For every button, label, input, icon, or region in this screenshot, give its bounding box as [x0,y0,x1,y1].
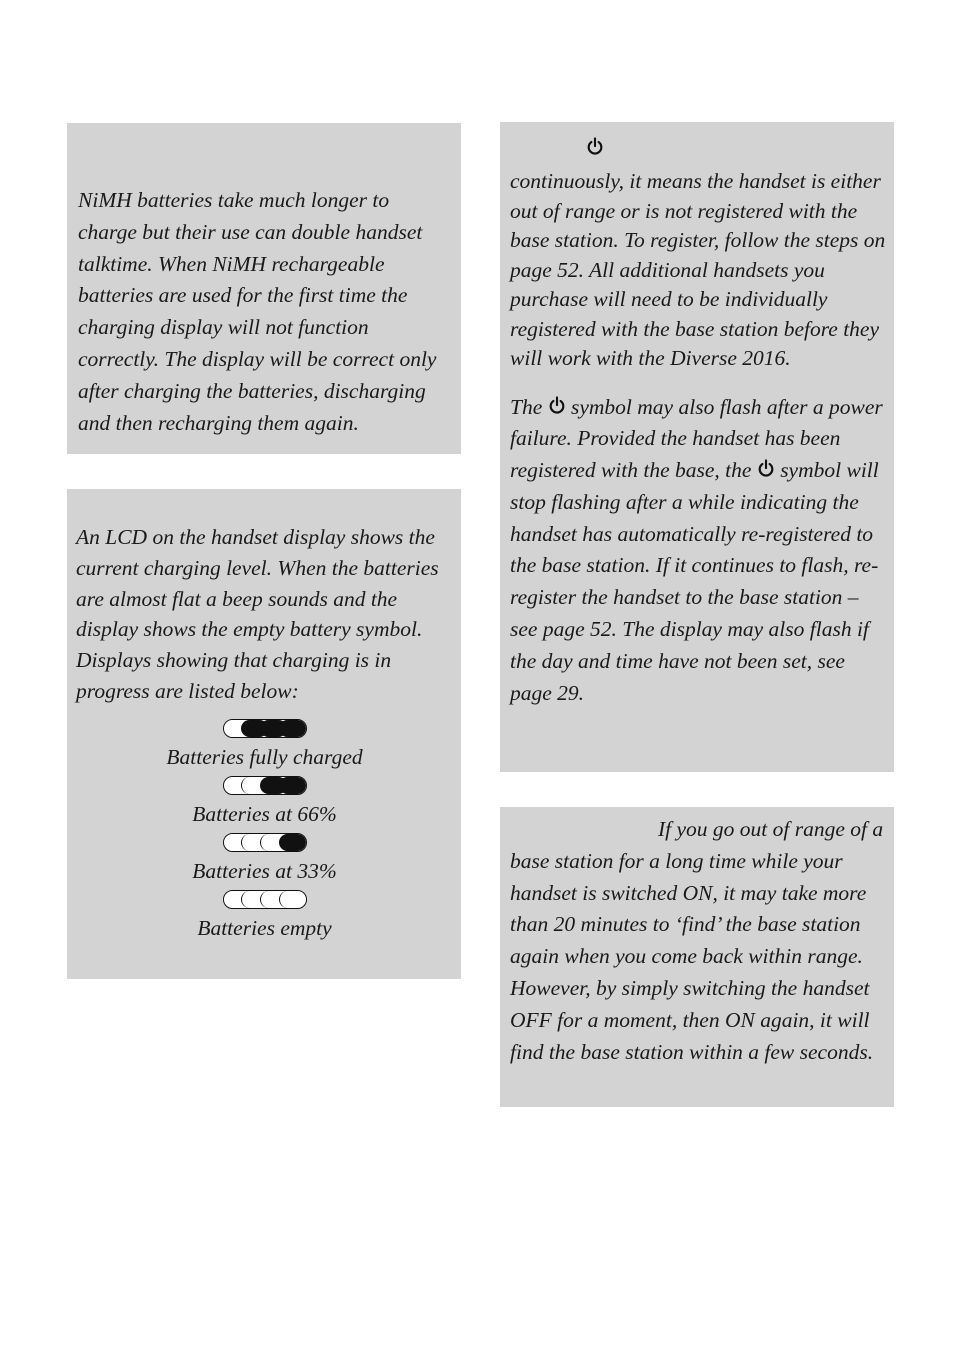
battery-level-item [76,719,453,776]
battery-icon [223,890,307,909]
battery-level-label: Batteries at 33% [192,858,337,883]
lcd-note-text: An LCD on the handset display shows the current charging level. When the batteries are almost flat a beep sounds and the display shows the empty battery symbol. Displays showing that charging is in progress are listed below: [76,525,439,703]
battery-level-item [76,890,453,947]
out-of-range-note-box [500,807,894,1107]
nimh-note-text: NiMH batteries take much longer to charge but their use can double handset talktime. When NiMH rechargeable batteries are used for the first time the charging display will not function correctly. The display will be correct only after charging the batteries, discharging and then recharging them again. [78,188,437,435]
battery-icon [223,776,307,795]
battery-level-label: Batteries empty [197,915,332,940]
battery-level-label: Batteries at 66% [192,801,337,826]
range-note-text-2 [510,392,886,710]
battery-icon [223,833,307,852]
battery-level-item [76,776,453,833]
power-icon [510,133,886,167]
range-note-box [500,122,894,772]
range-note-2-end: symbol will stop flashing after a while indicating the handset has automatically re-registered to the base station. If it continues to flash, re-register the handset to the base station – see page 52. The display may also flash if the day and time have not been set, see page 29. [510,458,879,705]
lcd-note-box [67,489,461,979]
range-note-text-1: continuously, it means the handset is either out of range or is not registered with the base station. To register, follow the steps on page 52. All additional handsets you purchase will need to be individually registered with the base station before they will work with the Diverse 2016. [510,169,886,370]
battery-levels-list [76,719,453,947]
out-of-range-note-text: If you go out of range of a base station for a long time while your handset is switched ON, it may take more than 20 minutes to ‘find’ the base station again when you come back within range. However, by simply switching the handset OFF for a moment, then ON again, it will find the base station within a few seconds. [510,817,884,1064]
power-icon [757,459,775,479]
range-note-2-middle: symbol may also flash after a power failure. Provided the handset has been registered with the base, the [510,394,883,483]
nimh-note-box [67,123,461,454]
battery-level-label: Batteries fully charged [166,744,363,769]
range-note-2-start: The [510,394,543,419]
battery-level-item [76,833,453,890]
battery-icon [223,719,307,738]
power-icon [548,396,566,416]
